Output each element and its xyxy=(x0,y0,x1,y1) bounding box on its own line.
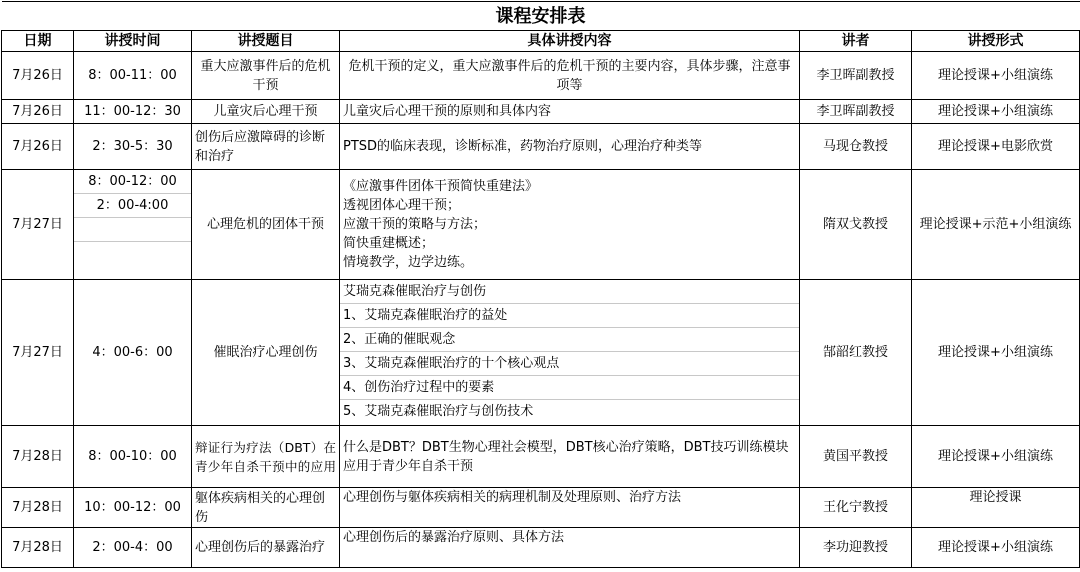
cell-date: 7月27日 xyxy=(2,280,74,426)
cell-date: 7月26日 xyxy=(2,100,74,124)
header-content: 具体讲授内容 xyxy=(340,31,800,52)
cell-format: 理论授课+小组演练 xyxy=(912,280,1080,426)
cell-topic: 催眠治疗心理创伤 xyxy=(192,280,340,426)
content-line: 情境教学，边学边练。 xyxy=(343,255,474,270)
cell-content: 心理创伤与躯体疾病相关的病理机制及处理原则、治疗方法 xyxy=(340,488,800,528)
table-row xyxy=(2,528,1080,568)
cell-speaker: 马现仓教授 xyxy=(800,124,912,170)
cell-time: 10：00-12：00 xyxy=(74,488,192,528)
cell-format: 理论授课 xyxy=(912,488,1080,528)
cell-date: 7月26日 xyxy=(2,124,74,170)
table-row xyxy=(2,52,1080,100)
content-line: 简快重建概述； xyxy=(343,236,435,251)
header-row xyxy=(2,31,1080,52)
content-line: 艾瑞克森催眠治疗与创伤 xyxy=(340,280,799,304)
content-line: 1、艾瑞克森催眠治疗的益处 xyxy=(340,304,799,328)
table-row xyxy=(2,280,1080,426)
header-format: 讲授形式 xyxy=(912,31,1080,52)
table-title: 课程安排表 xyxy=(2,2,1080,31)
cell-format: 理论授课+小组演练 xyxy=(912,52,1080,100)
cell-speaker: 隋双戈教授 xyxy=(800,170,912,280)
content-line: 《应激事件团体干预简快重建法》 xyxy=(343,179,539,194)
cell-speaker: 郜韶红教授 xyxy=(800,280,912,426)
cell-format: 理论授课+小组演练 xyxy=(912,426,1080,488)
cell-time: 4：00-6：00 xyxy=(74,280,192,426)
schedule-table xyxy=(1,1,1080,568)
content-line: 2、正确的催眠观念 xyxy=(340,328,799,352)
cell-date: 7月28日 xyxy=(2,528,74,568)
cell-speaker: 王化宁教授 xyxy=(800,488,912,528)
cell-topic: 辩证行为疗法（DBT）在青少年自杀干预中的应用 xyxy=(192,426,340,488)
content-line: 透视团体心理干预； xyxy=(343,198,461,213)
time-line-empty xyxy=(74,242,191,265)
cell-format: 理论授课+小组演练 xyxy=(912,528,1080,568)
time-line: 2：00-4:00 xyxy=(74,194,191,218)
content-line: 应激干预的策略与方法； xyxy=(343,217,487,232)
cell-time: 8：00-10：00 xyxy=(74,426,192,488)
header-speaker: 讲者 xyxy=(800,31,912,52)
cell-format: 理论授课+小组演练 xyxy=(912,100,1080,124)
content-line: 5、艾瑞克森催眠治疗与创伤技术 xyxy=(343,404,534,419)
header-date: 日期 xyxy=(2,31,74,52)
table-row xyxy=(2,426,1080,488)
cell-topic: 重大应激事件后的危机干预 xyxy=(192,52,340,100)
cell-date: 7月27日 xyxy=(2,170,74,280)
header-time: 讲授时间 xyxy=(74,31,192,52)
table-row xyxy=(2,170,1080,280)
table-row xyxy=(2,488,1080,528)
cell-date: 7月28日 xyxy=(2,426,74,488)
cell-date: 7月26日 xyxy=(2,52,74,100)
cell-topic: 心理危机的团体干预 xyxy=(192,170,340,280)
cell-content: 什么是DBT？DBT生物心理社会模型，DBT核心治疗策略，DBT技巧训练模块应用于青少年自杀干预 xyxy=(340,426,800,488)
cell-time: 8：00-11：00 xyxy=(74,52,192,100)
cell-speaker: 黄国平教授 xyxy=(800,426,912,488)
content-line: 4、创伤治疗过程中的要素 xyxy=(340,376,799,400)
cell-format: 理论授课+示范+小组演练 xyxy=(912,170,1080,280)
header-topic: 讲授题目 xyxy=(192,31,340,52)
cell-topic: 创伤后应激障碍的诊断和治疗 xyxy=(192,124,340,170)
cell-content xyxy=(340,170,800,280)
cell-topic: 心理创伤后的暴露治疗 xyxy=(192,528,340,568)
cell-format: 理论授课+电影欣赏 xyxy=(912,124,1080,170)
table-row xyxy=(2,124,1080,170)
time-line-empty xyxy=(74,218,191,242)
cell-time: 11：00-12：30 xyxy=(74,100,192,124)
cell-speaker: 李卫晖副教授 xyxy=(800,52,912,100)
cell-content: PTSD的临床表现，诊断标准，药物治疗原则，心理治疗种类等 xyxy=(340,124,800,170)
cell-date: 7月28日 xyxy=(2,488,74,528)
cell-content: 心理创伤后的暴露治疗原则、具体方法 xyxy=(340,528,800,568)
cell-content: 儿童灾后心理干预的原则和具体内容 xyxy=(340,100,800,124)
table-row xyxy=(2,100,1080,124)
cell-content xyxy=(340,280,800,426)
content-line: 3、艾瑞克森催眠治疗的十个核心观点 xyxy=(340,352,799,376)
cell-speaker: 李卫晖副教授 xyxy=(800,100,912,124)
cell-time: 2：00-4：00 xyxy=(74,528,192,568)
cell-topic: 儿童灾后心理干预 xyxy=(192,100,340,124)
cell-topic: 躯体疾病相关的心理创伤 xyxy=(192,488,340,528)
cell-content: 危机干预的定义，重大应激事件后的危机干预的主要内容，具体步骤，注意事项等 xyxy=(340,52,800,100)
cell-time xyxy=(74,170,192,280)
cell-time: 2：30-5：30 xyxy=(74,124,192,170)
cell-speaker: 李功迎教授 xyxy=(800,528,912,568)
time-line: 8：00-12：00 xyxy=(74,170,191,194)
